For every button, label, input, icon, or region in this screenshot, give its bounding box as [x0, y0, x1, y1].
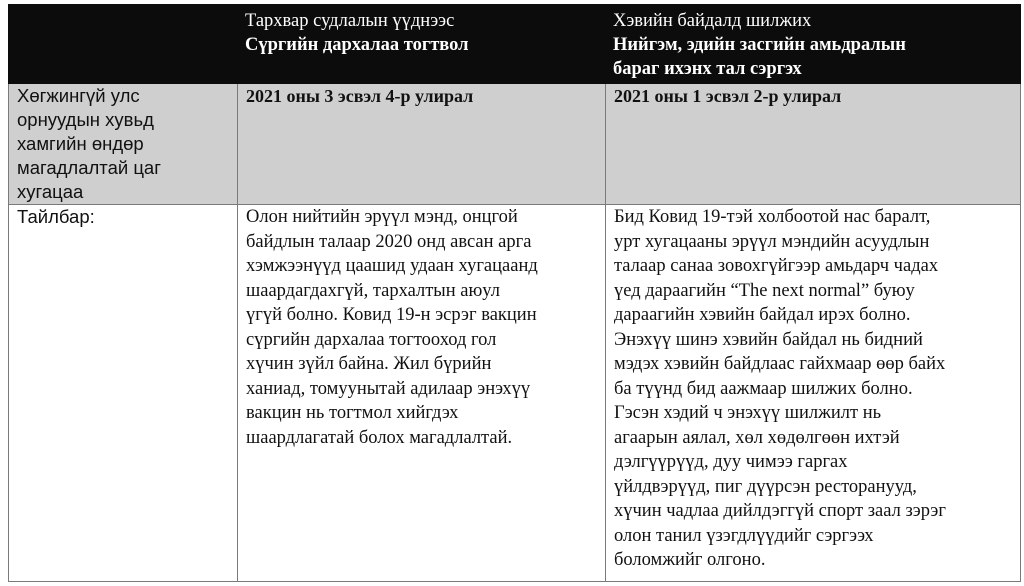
period-label-line: орнуудын хувьд [17, 109, 154, 130]
period-epidemiology-cell [238, 84, 606, 205]
header-normal-subtitle-2: бараг ихэнх тал сэргэх [613, 59, 802, 79]
header-epidemiology-subtitle: Сүргийн дархалаа тогтвол [245, 35, 469, 55]
note-normal-line: дэлгүүрүүд, дуу чимээ гаргах [614, 452, 848, 472]
note-normal-cell [606, 205, 1021, 582]
note-epidemiology-line: Олон нийтийн эрүүл мэнд, онцгой [246, 207, 518, 227]
header-normal-cell [606, 5, 1021, 84]
note-epidemiology-cell [238, 205, 606, 582]
note-epidemiology-line: байдлын талаар 2020 онд авсан арга [246, 231, 532, 252]
note-epidemiology-line: хэмжээнүүд цаашид удаан хугацаанд [246, 256, 538, 276]
header-row [9, 5, 1021, 84]
header-epidemiology-title: Тархвар судлалын үүднээс [245, 11, 455, 31]
note-normal-line: хүчин чадлаа дийлдэггүй спорт заал зэрэг [614, 501, 946, 521]
note-row [9, 205, 1021, 582]
period-label-line: Хөгжингүй улс [17, 85, 140, 106]
header-normal-title: Хэвийн байдалд шилжих [613, 11, 812, 31]
note-normal-line: Бид Ковид 19-тэй холбоотой нас баралт, [614, 207, 931, 227]
period-label-line: хугацаа [17, 181, 84, 202]
note-normal-line: Энэхүү шинэ хэвийн байдал нь бидний [614, 329, 923, 350]
note-epidemiology-line: хүчин зүйл байна. Жил бүрийн [246, 354, 492, 374]
note-label: Тайлбар: [17, 206, 95, 227]
note-epidemiology-line: ханиад, томуунытай адилаар энэхүү [246, 378, 531, 399]
note-normal-line: үйлдвэрүүд, пиг дүүрсэн ресторанууд, [614, 476, 917, 497]
note-epidemiology-line: сүргийн дархалаа тогтооход гол [246, 329, 497, 350]
header-empty-cell [9, 5, 238, 84]
note-normal-line: үед дараагийн “The next normal” буюу [614, 280, 915, 301]
period-normal-cell [606, 84, 1021, 205]
note-normal-line: олон танил үзэгдлүүдийг сэргээх [614, 525, 874, 546]
note-normal-line: ба түүнд бид аажмаар шилжих болно. [614, 378, 913, 399]
note-label-cell [9, 205, 238, 582]
note-epidemiology-line: шаардлагатай болох магадлалтай. [246, 427, 513, 448]
period-label-line: магадлалтай цаг [17, 157, 161, 178]
comparison-table [8, 4, 1021, 582]
period-normal-value: 2021 оны 1 эсвэл 2-р улирал [614, 86, 842, 106]
period-label-cell [9, 84, 238, 205]
header-epidemiology-cell [238, 5, 606, 84]
note-normal-line: урт хугацааны эрүүл мэндийн асуудлын [614, 231, 930, 252]
note-normal-line: мэдэх хэвийн байдлаас гайхмаар өөр байх [614, 354, 946, 374]
note-normal-line: Гэсэн хэдий ч энэхүү шилжилт нь [614, 403, 882, 423]
period-row [9, 84, 1021, 205]
note-normal-line: агаарын аялал, хөл хөдөлгөөн ихтэй [614, 427, 900, 448]
note-normal-line: талаар санаа зовохгүйгээр амьдарч чадах [614, 256, 939, 276]
period-epidemiology-value: 2021 оны 3 эсвэл 4-р улирал [246, 86, 474, 106]
note-epidemiology-line: шаардагдахгүй, тархалтын аюул [246, 280, 500, 301]
note-normal-line: боломжийг олгоно. [614, 550, 766, 570]
note-normal-line: дараагийн хэвийн байдал ирэх болно. [614, 305, 911, 325]
note-epidemiology-line: вакцин нь тогтмол хийгдэх [246, 403, 459, 423]
header-normal-subtitle-1: Нийгэм, эдийн засгийн амьдралын [613, 35, 906, 55]
note-epidemiology-line: үгүй болно. Ковид 19-н эсрэг вакцин [246, 305, 537, 325]
period-label-line: хамгийн өндөр [17, 133, 144, 154]
